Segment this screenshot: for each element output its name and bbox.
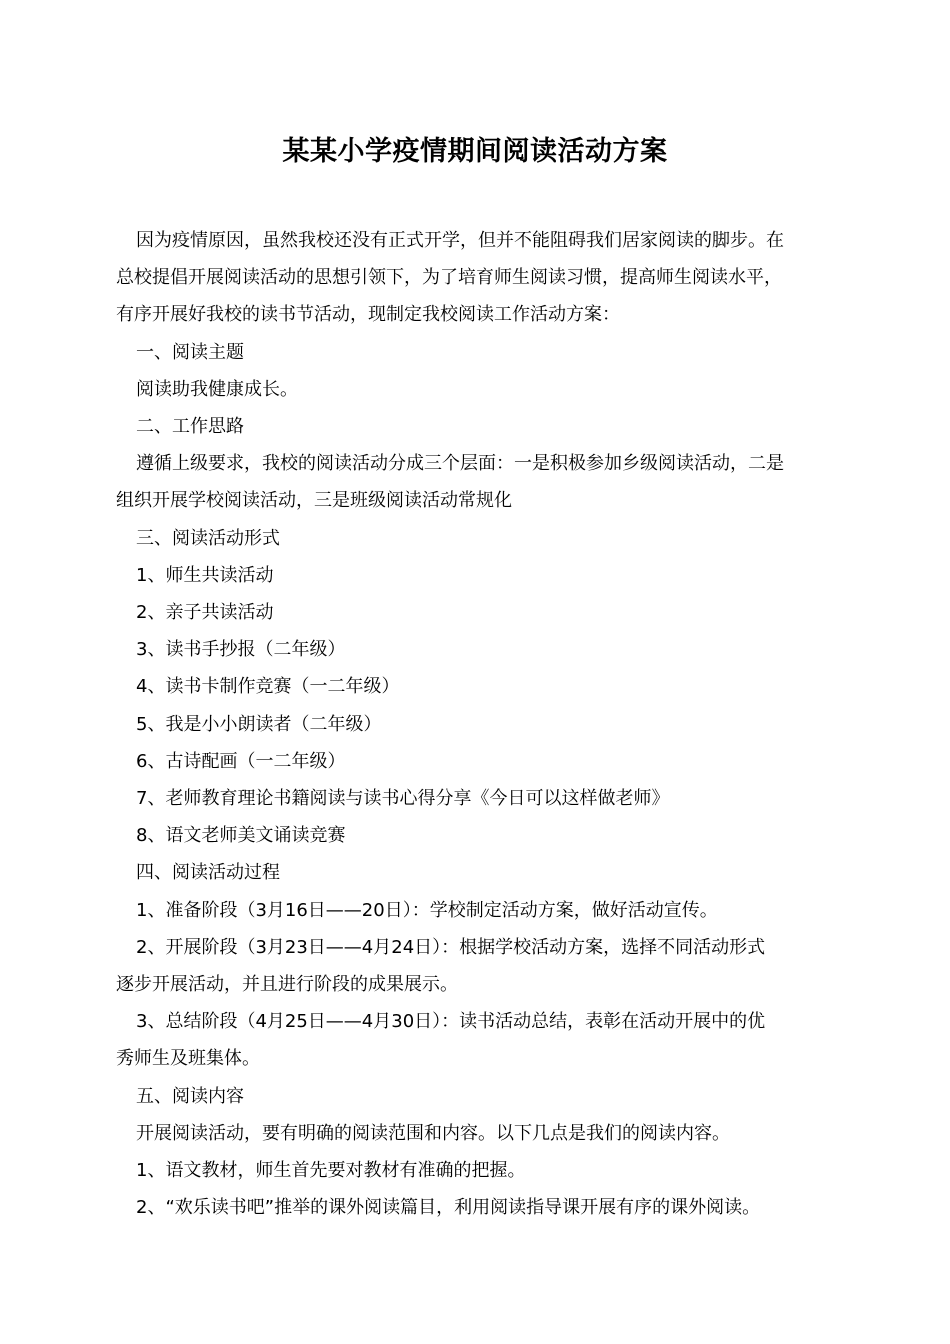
paragraph-line: 四、阅读活动过程 bbox=[136, 862, 280, 884]
paragraph-line: 5、我是小小朗读者（二年级） bbox=[136, 713, 382, 735]
paragraph-line: 8、语文老师美文诵读竞赛 bbox=[136, 825, 346, 847]
paragraph-line: 1、准备阶段（3月16日——20日）：学校制定活动方案，做好活动宣传。 bbox=[136, 899, 718, 921]
paragraph-line: 总校提倡开展阅读活动的思想引领下，为了培育师生阅读习惯，提高师生阅读水平， bbox=[116, 267, 782, 289]
paragraph-line: 4、读书卡制作竞赛（一二年级） bbox=[136, 676, 400, 698]
paragraph-line: 开展阅读活动，要有明确的阅读范围和内容。以下几点是我们的阅读内容。 bbox=[136, 1122, 730, 1144]
paragraph-line: 3、读书手抄报（二年级） bbox=[136, 639, 346, 661]
paragraph-line: 6、古诗配画（一二年级） bbox=[136, 750, 346, 772]
paragraph-line: 2、开展阶段（3月23日——4月24日）：根据学校活动方案，选择不同活动形式 bbox=[136, 936, 766, 958]
document-body bbox=[116, 222, 840, 1226]
paragraph-line: 3、总结阶段（4月25日——4月30日）：读书活动总结，表彰在活动开展中的优 bbox=[136, 1011, 766, 1033]
paragraph-line: 1、师生共读活动 bbox=[136, 564, 274, 586]
paragraph-line: 二、工作思路 bbox=[136, 416, 244, 438]
paragraph-line: 秀师生及班集体。 bbox=[116, 1048, 260, 1070]
paragraph-line: 五、阅读内容 bbox=[136, 1085, 244, 1107]
paragraph-line: 遵循上级要求，我校的阅读活动分成三个层面：一是积极参加乡级阅读活动，二是 bbox=[136, 453, 784, 475]
paragraph-line: 逐步开展活动，并且进行阶段的成果展示。 bbox=[116, 974, 458, 996]
document-title: 某某小学疫情期间阅读活动方案 bbox=[282, 136, 668, 167]
paragraph-line: 2、“欢乐读书吧”推举的课外阅读篇目，利用阅读指导课开展有序的课外阅读。 bbox=[136, 1197, 761, 1219]
paragraph-line: 1、语文教材，师生首先要对教材有准确的把握。 bbox=[136, 1160, 526, 1182]
paragraph-line: 有序开展好我校的读书节活动，现制定我校阅读工作活动方案： bbox=[116, 304, 620, 326]
paragraph-line: 三、阅读活动形式 bbox=[136, 527, 280, 549]
paragraph-line: 2、亲子共读活动 bbox=[136, 602, 274, 624]
paragraph-line: 一、阅读主题 bbox=[136, 341, 244, 363]
paragraph-line: 因为疫情原因，虽然我校还没有正式开学，但并不能阻碍我们居家阅读的脚步。在 bbox=[136, 230, 784, 251]
paragraph-line: 7、老师教育理论书籍阅读与读书心得分享《今日可以这样做老师》 bbox=[136, 788, 670, 810]
paragraph-line: 阅读助我健康成长。 bbox=[136, 378, 298, 400]
paragraph-line: 组织开展学校阅读活动，三是班级阅读活动常规化 bbox=[116, 490, 512, 512]
